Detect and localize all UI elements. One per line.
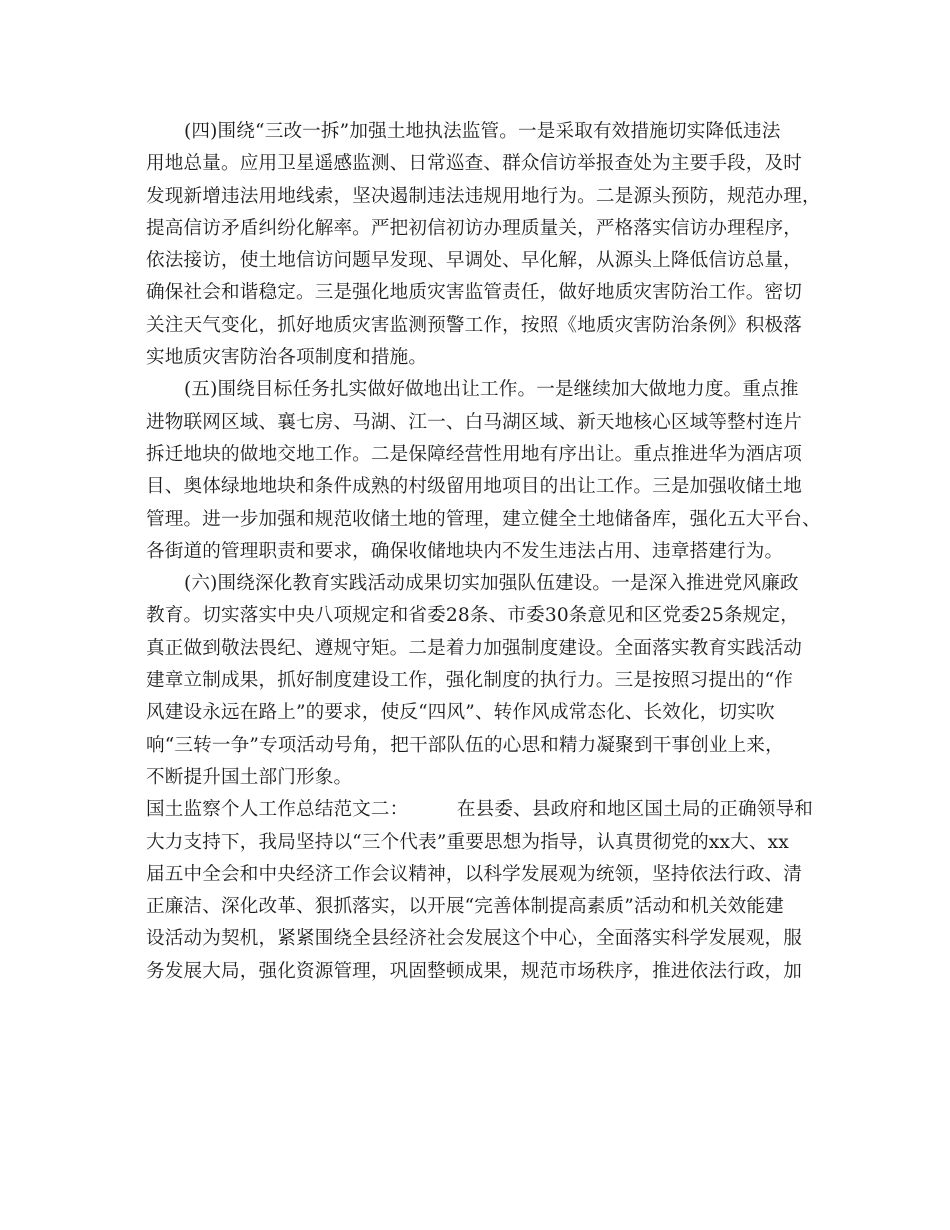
paragraph-4-line: 确保社会和谐稳定。三是强化地质灾害监管责任，做好地质灾害防治工作。密切 <box>146 282 803 304</box>
paragraph-4-line: 用地总量。应用卫星遥感监测、日常巡查、群众信访举报查处为主要手段，及时 <box>146 153 803 175</box>
paragraph-5-line: 拆迁地块的做地交地工作。二是保障经营性用地有序出让。重点推进华为酒店项 <box>146 443 803 465</box>
paragraph-4-line: 关注天气变化，抓好地质灾害监测预警工作，按照《地质灾害防治条例》积极落 <box>146 314 803 336</box>
paragraph-5-line: 进物联网区域、襄七房、马湖、江一、白马湖区域、新天地核心区域等整村连片 <box>146 411 803 433</box>
paragraph-6-line: 建章立制成果，抓好制度建设工作，强化制度的执行力。三是按照习提出的“作 <box>146 670 793 692</box>
paragraph-4-line: 提高信访矛盾纠纷化解率。严把初信初访办理质量关，严格落实信访办理程序， <box>146 217 803 239</box>
paragraph-4-line: (四)围绕“三改一拆”加强土地执法监管。一是采取有效措施切实降低违法 <box>184 121 781 142</box>
paragraph-5-line: 管理。进一步加强和规范收储土地的管理，建立健全土地储备库，强化五大平台、 <box>146 508 821 530</box>
paragraph-5-line: 目、奥体绿地地块和条件成熟的村级留用地项目的出让工作。三是加强收储土地 <box>146 476 803 498</box>
paragraph-4-line: 发现新增违法用地线索，坚决遏制违法违规用地行为。二是源头预防，规范办理， <box>146 185 821 207</box>
paragraph-6-line: (六)围绕深化教育实践活动成果切实加强队伍建设。一是深入推进党风廉政 <box>184 573 799 595</box>
paragraph-6-line: 响“三转一争”专项活动号角，把干部队伍的心思和精力凝聚到干事创业上来， <box>146 734 784 756</box>
paragraph-4-line: 依法接访，使土地信访问题早发现、早调处、早化解，从源头上降低信访总量， <box>146 250 803 272</box>
paragraph-6-line: 真正做到敬法畏纪、遵规守矩。二是着力加强制度建设。全面落实教育实践活动 <box>146 637 803 659</box>
paragraph-6-line: 教育。切实落实中央八项规定和省委28条、市委30条意见和区党委25条规定， <box>146 605 799 627</box>
paragraph-6-line: 不断提升国土部门形象。 <box>146 766 353 788</box>
body-text <box>146 116 826 988</box>
section-two-line: 设活动为契机，紧紧围绕全县经济社会发展这个中心，全面落实科学发展观，服 <box>146 928 803 950</box>
section-two-line: 务发展大局，强化资源管理，巩固整顿成果，规范市场秩序，推进依法行政，加 <box>146 960 803 982</box>
paragraph-6-line: 风建设永远在路上”的要求，使反“四风”、转作风成常态化、长效化，切实吹 <box>146 702 775 724</box>
paragraph-5-line: 各街道的管理职责和要求，确保收储地块内不发生违法占用、违章搭建行为。 <box>146 540 784 562</box>
section-two-line: 届五中全会和中央经济工作会议精神，以科学发展观为统领，坚持依法行政、清 <box>146 863 803 885</box>
paragraph-5-line: (五)围绕目标任务扎实做好做地出让工作。一是继续加大做地力度。重点推 <box>184 379 799 401</box>
paragraph-4-line: 实地质灾害防治各项制度和措施。 <box>146 347 428 369</box>
section-two-line: 大力支持下，我局坚持以“三个代表”重要思想为指导，认真贯彻党的xx大、xx <box>146 831 789 853</box>
section-two-heading-line: 国土监察个人工作总结范文二： 在县委、县政府和地区国土局的正确领导和 <box>146 799 814 821</box>
section-two-line: 正廉洁、深化改革、狠抓落实，以开展“完善体制提高素质”活动和机关效能建 <box>146 896 784 918</box>
